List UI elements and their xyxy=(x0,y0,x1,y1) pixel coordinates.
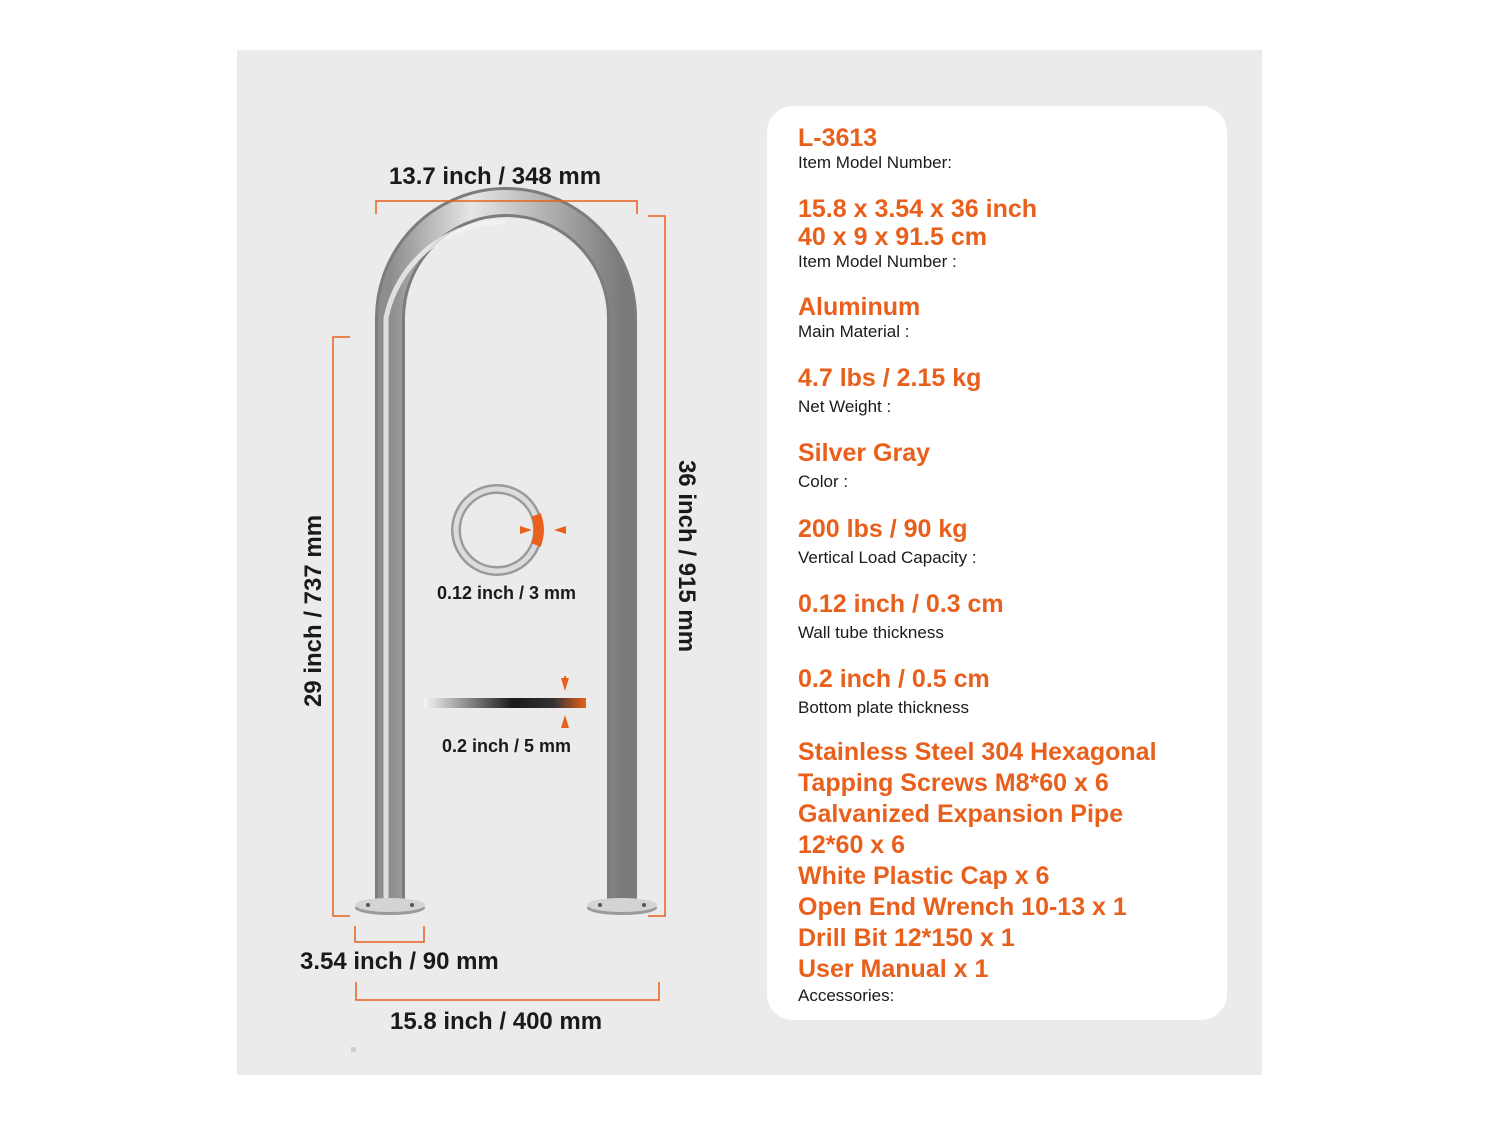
accessory-line: Stainless Steel 304 Hexagonal xyxy=(798,738,1157,766)
spec-load xyxy=(798,515,977,569)
spec-material xyxy=(798,293,920,343)
spec-value: 15.8 x 3.54 x 36 inch xyxy=(798,195,1038,223)
accessory-line: 12*60 x 6 xyxy=(798,831,906,859)
spec-label: Main Material : xyxy=(798,322,910,341)
spec-label: Net Weight : xyxy=(798,397,892,416)
accessory-line: Galvanized Expansion Pipe xyxy=(798,800,1124,828)
accessory-line: Tapping Screws M8*60 x 6 xyxy=(798,769,1109,797)
plate-thickness-bar xyxy=(424,676,586,728)
total-height-label: 36 inch / 915 mm xyxy=(673,459,700,653)
spec-color xyxy=(798,439,930,493)
tube-cross-section xyxy=(456,489,566,571)
spec-value-metric: 40 x 9 x 91.5 cm xyxy=(798,223,988,251)
spec-label: Color : xyxy=(798,472,849,491)
spec-value: 4.7 lbs / 2.15 kg xyxy=(798,364,982,392)
base-plate-right xyxy=(587,898,657,915)
accessory-line: Drill Bit 12*150 x 1 xyxy=(798,924,1015,952)
spec-model xyxy=(798,124,952,174)
inner-height-label: 29 inch / 737 mm xyxy=(300,514,327,708)
total-height-bracket xyxy=(648,216,665,916)
spec-plate-thickness xyxy=(798,665,990,719)
spec-wall-thickness xyxy=(798,590,1004,644)
spec-label: Bottom plate thickness xyxy=(798,698,970,717)
base-plate-left xyxy=(355,898,425,915)
spec-value: L-3613 xyxy=(798,124,878,152)
top-width-label: 13.7 inch / 348 mm xyxy=(389,163,602,190)
u-rack-tube xyxy=(386,202,622,905)
base-plate-label: 3.54 inch / 90 mm xyxy=(300,948,499,975)
spec-value: Silver Gray xyxy=(798,439,931,467)
tube-wall-label: 0.12 inch / 3 mm xyxy=(437,583,577,603)
spec-weight xyxy=(798,364,981,418)
spec-label: Wall tube thickness xyxy=(798,623,944,642)
inner-height-bracket xyxy=(333,337,350,916)
accessory-line: Open End Wrench 10-13 x 1 xyxy=(798,893,1127,921)
spec-value: Aluminum xyxy=(798,293,921,321)
spec-value: 0.2 inch / 0.5 cm xyxy=(798,665,990,693)
spec-value: 200 lbs / 90 kg xyxy=(798,515,968,543)
base-plate-bracket xyxy=(355,926,424,942)
plate-thickness-label: 0.2 inch / 5 mm xyxy=(442,736,572,756)
total-width-label: 15.8 inch / 400 mm xyxy=(390,1008,603,1035)
spec-label: Item Model Number: xyxy=(798,153,952,172)
accessory-line: User Manual x 1 xyxy=(798,955,989,983)
accessories-label: Accessories: xyxy=(798,986,895,1005)
spec-label: Vertical Load Capacity : xyxy=(798,548,977,567)
spec-label: Item Model Number : xyxy=(798,252,957,271)
accessory-line: White Plastic Cap x 6 xyxy=(798,862,1050,890)
spec-accessories xyxy=(798,737,1157,1007)
spec-value: 0.12 inch / 0.3 cm xyxy=(798,590,1004,618)
spec-dimensions xyxy=(798,195,1037,273)
total-width-bracket xyxy=(356,982,659,1000)
